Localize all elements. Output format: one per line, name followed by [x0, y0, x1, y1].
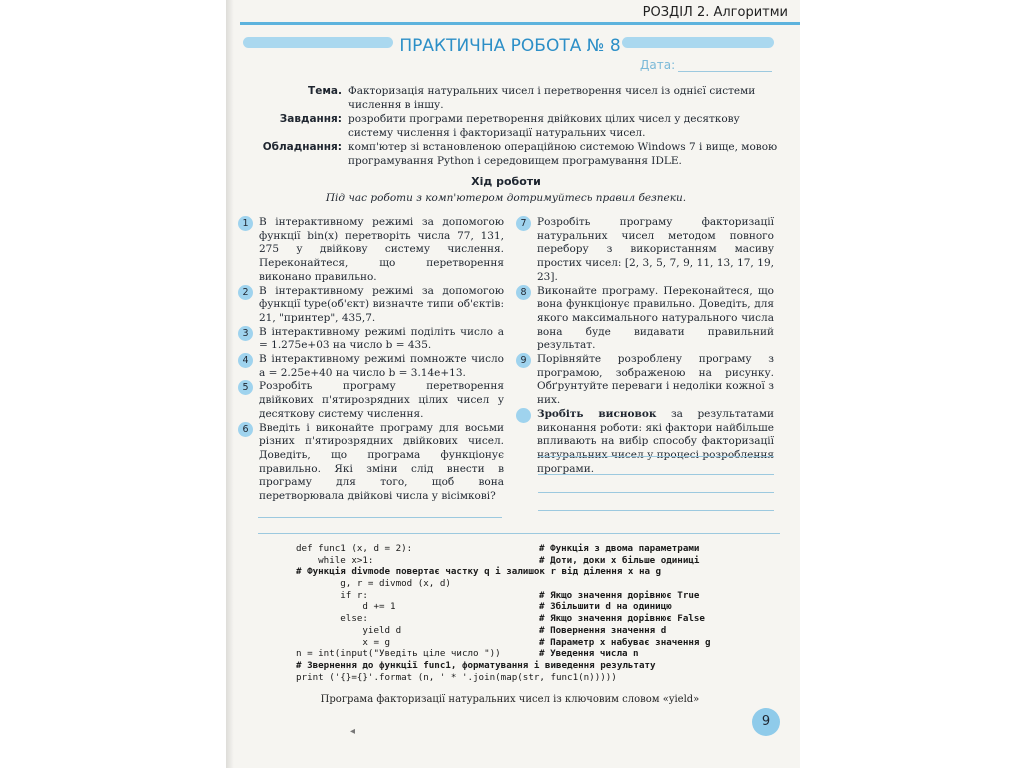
header-rule [240, 22, 800, 25]
step-8 [516, 285, 774, 354]
work-heading: Хід роботи [471, 175, 541, 188]
title-bar-left [243, 37, 393, 48]
code-comment: # Збільшити d на одиницю [539, 601, 672, 613]
step-number-badge: 2 [238, 285, 253, 300]
code-text: g, r = divmod (x, d) [296, 578, 451, 590]
step-number-badge: 6 [238, 422, 253, 437]
code-text: else: [296, 613, 368, 625]
code-text: n = int(input("Уведіть ціле число ")) [296, 648, 501, 660]
code-comment-line: # Звернення до функції func1, форматування і виведення результату [296, 659, 656, 671]
step-conclusion [516, 408, 774, 477]
conclusion-lead: Зробіть висновок [537, 407, 657, 420]
page-number-badge: 9 [752, 708, 780, 736]
step-text: Розробіть програму факторизації натуральних чисел методом повного перебору з використанням масиву простих чисел: [2, 3, 5, 7, 9, 11, 13, 17, 19, 23]. [537, 216, 774, 283]
page-edge-shadow [226, 0, 234, 768]
topic-text: Факторизація натуральних чисел і перетворення чисел із однієї системи числення в іншу. [348, 85, 756, 111]
section-header: РОЗДІЛ 2. Алгоритми [642, 5, 788, 20]
step-text: В інтерактивному режимі поділіть число a = 1.275e+03 на число b = 435. [259, 325, 504, 352]
step-text: Розробіть програму перетворення двійкових п'ятирозрядних цілих чисел у десяткову систему числення. [259, 380, 504, 420]
safety-note: Під час роботи з комп'ютером дотримуйтесь правил безпеки. [325, 192, 687, 204]
date-label: Дата: [640, 58, 676, 72]
code-text: if r: [296, 589, 368, 601]
step-text: В інтерактивному режимі помножте число a = 2.25e+40 на число b = 3.14e+13. [259, 353, 504, 379]
step-number-badge: 1 [238, 216, 253, 231]
answer-line[interactable] [538, 474, 774, 475]
code-comment-line: # Функція divmode повертає частку q і залишок r від ділення x на g [296, 566, 662, 578]
code-comment: # Функція з двома параметрами [539, 543, 700, 554]
step-number-badge: 5 [238, 380, 253, 395]
step-number-badge: 3 [238, 326, 253, 341]
step-text: Виконайте програму. Переконайтеся, що вона функціонує правильно. Доведіть, для якого максимального натурального числа вона буде видавати правильний результат. [537, 284, 774, 352]
step-number-badge: 8 [516, 285, 531, 300]
meta-block [258, 84, 778, 168]
task-label: Завдання: [279, 113, 342, 125]
code-text: def func1 (x, d = 2): [296, 543, 413, 554]
conclusion-text: за результатами виконання роботи: які фактори найбільше впливають на вибір способу факторизації натуральних чисел у процесі розроблення програми. [537, 407, 774, 475]
code-comment: # Доти, доки x більше одиниці [539, 554, 700, 566]
topic-label: Тема. [308, 85, 342, 97]
code-comment: # Якщо значення дорівнює False [539, 613, 705, 625]
steps-left-column [238, 216, 504, 504]
page-arrow-icon: ◂ [350, 726, 356, 737]
meta-equipment-row [258, 140, 778, 168]
step-text: Порівняйте розроблену програму з програмою, зображеною на рисунку. Обґрунтуйте переваги і недоліки кожної з них. [537, 353, 774, 407]
code-text: while x>1: [296, 554, 374, 566]
code-comment: # Якщо значення дорівнює True [539, 589, 700, 601]
step-text: В інтерактивному режимі за допомогою функції type(об'єкт) визначте типи об'єктів: 21, "принтер", 435,7. [259, 284, 504, 324]
date-fill-line[interactable] [678, 71, 772, 72]
page-title: ПРАКТИЧНА РОБОТА № 8 [399, 36, 621, 56]
code-text: yield d [296, 624, 402, 636]
step-2 [238, 285, 504, 326]
conclusion-badge [516, 408, 531, 423]
step-number-badge: 7 [516, 216, 531, 231]
code-comment: # Параметр x набуває значення g [539, 636, 711, 648]
step-4 [238, 353, 504, 380]
equipment-label: Обладнання: [262, 141, 342, 153]
meta-task-row [258, 112, 778, 140]
figure-caption: Програма факторизації натуральних чисел із ключовим словом «yield» [320, 694, 700, 705]
step-3 [238, 326, 504, 353]
step-9 [516, 353, 774, 408]
answer-line[interactable] [538, 510, 774, 511]
step-number-badge: 4 [238, 353, 253, 368]
task-text: розробити програми перетворення двійкових цілих чисел у десяткову систему числення і факторизації натуральних чисел. [348, 113, 740, 139]
meta-topic-row [258, 84, 778, 112]
code-text: d += 1 [296, 601, 396, 613]
answer-line[interactable] [258, 517, 502, 518]
code-text: print ('{}={}'.format (n, ' * '.join(map(str, func1(n))))) [296, 671, 617, 683]
step-1 [238, 216, 504, 285]
answer-line[interactable] [538, 492, 774, 493]
step-6 [238, 422, 504, 504]
step-text: В інтерактивному режимі за допомогою функції bin(x) перетворіть числа 77, 131, 275 у двійкову систему числення. Переконайтеся, що перетворення виконано правильно. [259, 216, 504, 283]
step-7 [516, 216, 774, 285]
step-5 [238, 380, 504, 421]
equipment-text: комп'ютер зі встановленою операційною системою Windows 7 і вище, мовою програмування Python і середовищем програмування IDLE. [348, 141, 778, 167]
code-comment: # Повернення значення d [539, 624, 667, 636]
code-text: x = g [296, 636, 391, 648]
step-text: Введіть і виконайте програму для восьми різних п'ятирозрядних двійкових чисел. Доведіть, що програма функціонує правильно. Які зміни слід внести в програму для того, щоб вона перетворювала двійкові числа у вісімкові? [259, 421, 504, 503]
answer-line[interactable] [538, 456, 774, 457]
title-bar-right [622, 37, 774, 48]
steps-right-column [516, 216, 774, 476]
step-number-badge: 9 [516, 353, 531, 368]
code-comment: # Уведення числа n [539, 648, 639, 660]
